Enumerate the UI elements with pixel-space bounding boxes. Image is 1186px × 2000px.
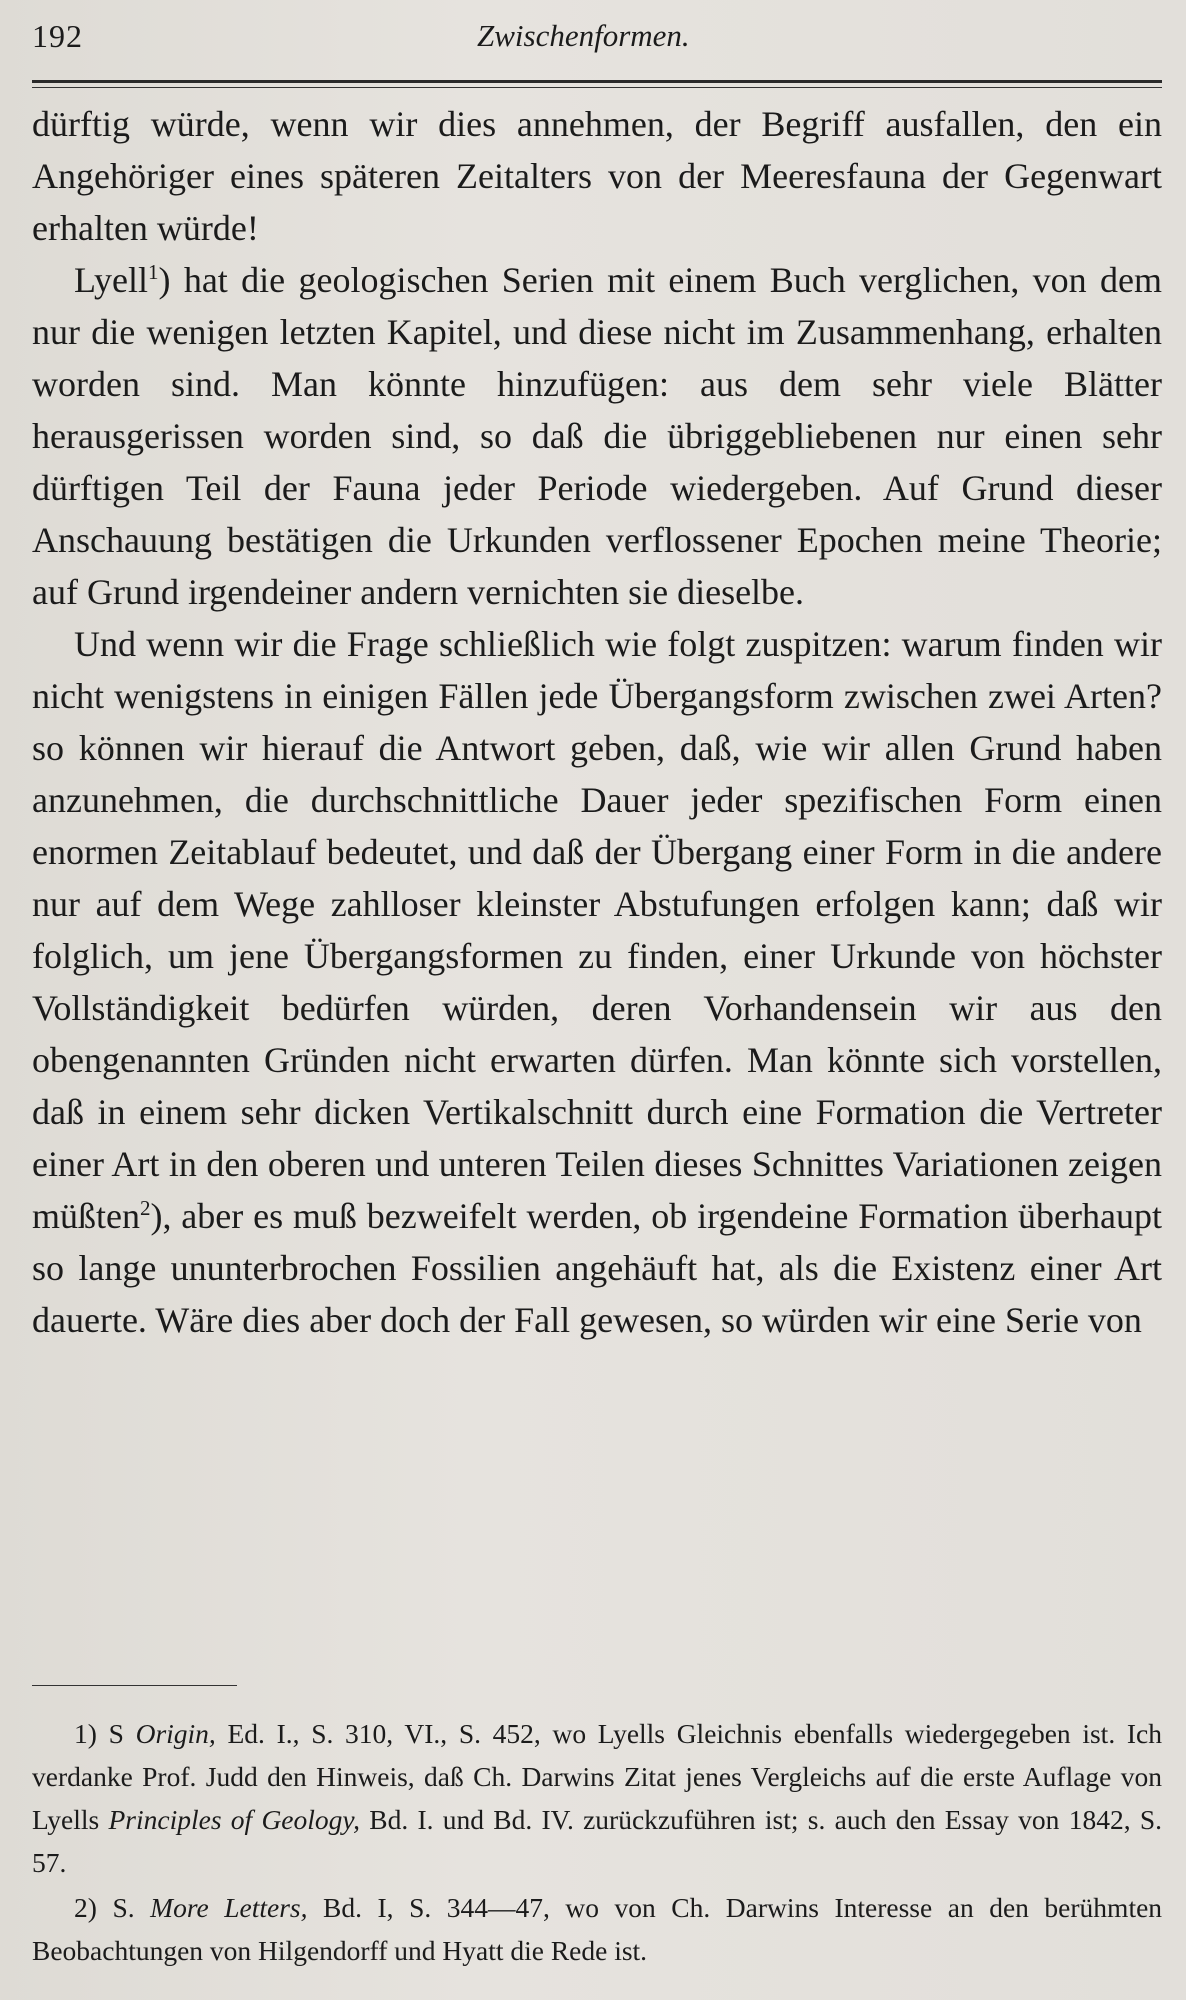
header-rule [32,80,1162,90]
page-header [32,18,1162,58]
body-text [32,98,1162,1346]
footnote-2-text-b: Bd. I, S. 344—47, wo von Ch. Darwins Interesse an den berühmten Beobachtungen von Hilgendorff und Hyatt die Rede ist. [32,1892,1163,1966]
footnotes [32,1712,1162,1974]
header-rule-thin [32,87,1162,88]
paragraph-3 [32,618,1162,1346]
paragraph-3-rest: ), aber es muß bezweifelt werden, ob irgendeine Formation überhaupt so lange ununterbrochen Fossilien angehäuft hat, als die Existenz einer Art dauerte. Wäre dies aber doch der Fall gewesen, so würden wir eine Serie von [32,1196,1162,1340]
footnote-1 [32,1712,1162,1884]
footnote-1-mark: 1) [74,1718,97,1749]
footnote-ref-1[interactable]: 1 [148,260,159,284]
footnote-1-text-b: Ed. I., S. 310, VI., S. 452, wo Lyells Gleichnis ebenfalls wiedergegeben ist. Ich verdanke Prof. Judd den Hinweis, daß Ch. Darwins Zitat jenes Vergleichs auf die erste Auflage von Lyells [32,1718,1162,1835]
footnote-1-title-origin: Origin, [135,1718,216,1749]
footnote-1-text-c: Bd. I. und Bd. IV. zurückzuführen ist; s. auch den Essay von 1842, S. 57. [32,1804,1162,1878]
header-rule-thick [32,80,1162,83]
paragraph-2-start: Lyell [74,260,148,300]
footnote-1-text-a: S [108,1718,124,1749]
footnote-2-text-a: S. [112,1892,135,1923]
page-number: 192 [32,18,83,54]
footnote-2 [32,1886,1162,1972]
running-head: Zwischenformen. [477,18,690,53]
paragraph-2 [32,254,1162,618]
paragraph-2-rest: ) hat die geologischen Serien mit einem Buch verglichen, von dem nur die wenigen letzten Kapitel, und diese nicht im Zusammenhang, erhalten worden sind. Man könnte hinzufügen: aus dem sehr viele Blätter herausgerissen worden sind, so daß die übriggebliebenen nur einen sehr dürftigen Teil der Fauna jeder Periode wiedergeben. Auf Grund dieser Anschauung bestätigen die Urkunden verflossener Epochen meine Theorie; auf Grund irgendeiner andern vernichten sie dieselbe. [32,260,1162,612]
paragraph-3-start: Und wenn wir die Frage schließlich wie folgt zuspitzen: warum finden wir nicht wenigstens in einigen Fällen jede Übergangsform zwischen zwei Arten? so können wir hierauf die Antwort geben, daß, wie wir allen Grund haben anzunehmen, die durchschnittliche Dauer jeder spezifischen Form einen enormen Zeitablauf bedeutet, und daß der Übergang einer Form in die andere nur auf dem Wege zahlloser kleinster Abstufungen erfolgen kann; daß wir folglich, um jene Übergangsformen zu finden, einer Urkunde von höchster Vollständigkeit bedürfen würden, deren Vorhandensein wir aus den obengenannten Gründen nicht erwarten dürfen. Man könnte sich vorstellen, daß in einem sehr dicken Vertikalschnitt durch eine Formation die Vertreter einer Art in den oberen und unteren Teilen dieses Schnittes Variationen zeigen müßten [32,624,1162,1236]
paragraph-1: dürftig würde, wenn wir dies annehmen, der Begriff ausfallen, den ein Angehöriger eines späteren Zeitalters von der Meeresfauna der Gegenwart erhalten würde! [32,104,1162,248]
footnote-ref-2[interactable]: 2 [139,1196,151,1220]
footnote-1-title-principles: Principles of Geology, [108,1804,360,1835]
footnote-2-mark: 2) [74,1892,97,1923]
footnote-rule [32,1685,237,1686]
footnote-2-title-more-letters: More Letters, [150,1892,308,1923]
